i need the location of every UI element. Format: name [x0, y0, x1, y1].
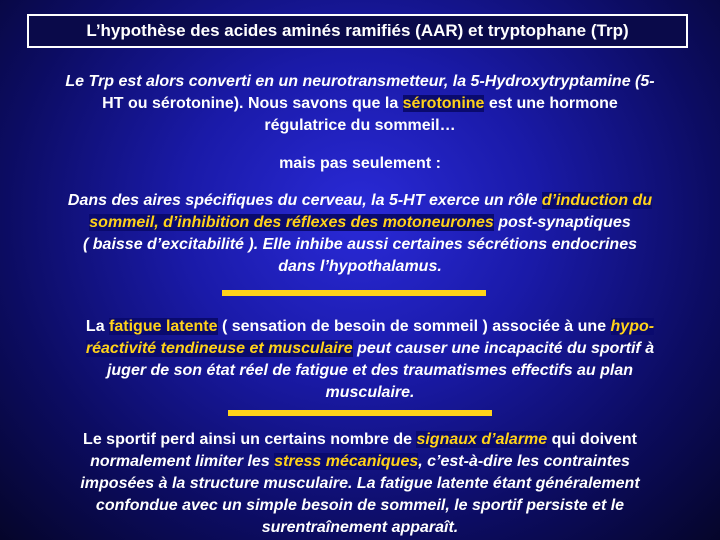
p3-line4: dans l’hypothalamus.	[278, 258, 442, 275]
p3-line2-b: post-synaptiques	[493, 214, 631, 231]
p5-line1	[10, 429, 710, 451]
divider-rule-1	[222, 290, 486, 296]
p5-line2	[10, 451, 710, 473]
p4-line3: juger de son état réel de fatigue et des traumatismes effectifs au plan	[106, 362, 634, 379]
p5-line2-a: normalement limiter les	[90, 453, 275, 470]
highlight-serotonine: sérotonine	[402, 95, 485, 112]
p3-line1-a: Dans des aires spécifiques du cerveau, la 5-HT exerce un rôle	[67, 192, 542, 209]
paragraph-sportif	[10, 429, 710, 539]
p4-line2	[20, 338, 720, 360]
highlight-inhibition: sommeil, d’inhibition des réflexes des motoneurones	[89, 214, 494, 231]
divider-rule-2	[228, 410, 492, 416]
page-title	[27, 14, 688, 48]
p5-line1-b: qui doivent	[547, 431, 637, 448]
paragraph-5ht	[0, 190, 720, 278]
p2-line1: mais pas seulement :	[279, 155, 441, 172]
highlight-fatigue-latente: fatigue latente	[109, 318, 218, 335]
p3-line2	[0, 212, 720, 234]
highlight-reactivite: réactivité tendineuse et musculaire	[85, 340, 353, 357]
p5-line5: surentraînement apparaît.	[261, 519, 459, 536]
p5-line3: imposées à la structure musculaire. La fatigue latente étant généralement	[80, 475, 640, 492]
highlight-induction: d’induction du	[541, 192, 653, 209]
title-text: L’hypothèse des acides aminés ramifiés (AAR) et tryptophane (Trp)	[86, 21, 629, 40]
p1-line2-b: est une hormone	[484, 95, 618, 112]
p3-line1	[0, 190, 720, 212]
p4-line4: musculaire.	[325, 384, 415, 401]
p4-line1-b: ( sensation de besoin de sommeil ) associée à une	[217, 318, 611, 335]
p4-line2-b: peut causer une incapacité du sportif à	[352, 340, 655, 357]
paragraph-fatigue	[20, 316, 720, 404]
p1-line2-a: HT ou sérotonine). Nous savons que la	[102, 95, 403, 112]
highlight-hypo: hypo-	[610, 318, 655, 335]
p4-line1	[20, 316, 720, 338]
p1-line1: Le Trp est alors converti en un neurotransmetteur, la 5-Hydroxytryptamine (5-	[65, 73, 655, 90]
p4-line1-a: La	[85, 318, 110, 335]
paragraph-serotonin	[0, 71, 720, 137]
p5-line2-b: , c’est-à-dire les contraintes	[418, 453, 630, 470]
paragraph-mais	[0, 153, 720, 175]
highlight-stress: stress mécaniques	[274, 453, 419, 470]
p1-line3: régulatrice du sommeil…	[264, 117, 456, 134]
p5-line4: confondue avec un simple besoin de sommeil, le sportif persiste et le	[95, 497, 625, 514]
p1-line2	[0, 93, 720, 115]
highlight-signaux: signaux d’alarme	[416, 431, 548, 448]
p5-line1-a: Le sportif perd ainsi un certains nombre de	[83, 431, 417, 448]
p3-line3: ( baisse d’excitabilité ). Elle inhibe aussi certaines sécrétions endocrines	[83, 236, 637, 253]
